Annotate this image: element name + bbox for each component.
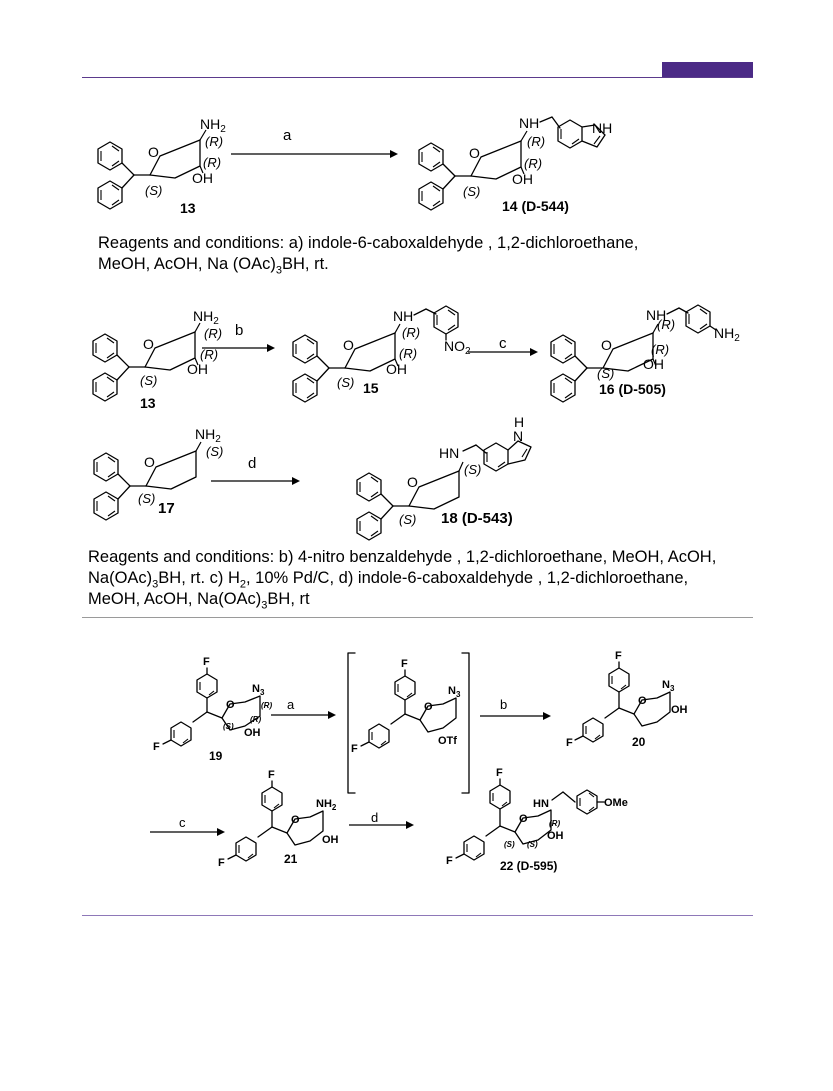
stereo-label-s: (S) <box>597 366 615 381</box>
bracket-left <box>348 653 355 793</box>
hydroxyl-group: OH <box>386 361 407 377</box>
stereo-label-s: (S) <box>140 373 158 388</box>
amine-group: $NH_2$ <box>195 426 221 445</box>
arrow-label-c: c <box>179 815 186 830</box>
arrow-label-a: a <box>287 697 295 712</box>
ring-oxygen: O <box>144 454 155 470</box>
arrow-head <box>328 711 336 719</box>
azide-group: $N_3$ <box>448 685 461 699</box>
arrow-head <box>390 150 398 158</box>
stereo-label-r1: (R) <box>205 134 224 149</box>
compound-label: 20 <box>632 735 646 749</box>
arrow-head <box>406 821 414 829</box>
compound-label: 18 (D-543) <box>441 510 513 527</box>
stereo-label-s: (S) <box>145 183 163 198</box>
indole-n: N <box>513 428 524 444</box>
nitro-group: $NO_2$ <box>444 338 471 357</box>
compound-label: 22 (D-595) <box>500 859 558 873</box>
fluorine-label: F <box>351 743 358 755</box>
bracket-right <box>462 653 469 793</box>
stereo-label-r2: (R) <box>200 347 219 362</box>
stereo-label-r2: (R) <box>203 155 222 170</box>
hydroxyl-group: OH <box>512 171 533 187</box>
compound-label: 13 <box>180 200 196 216</box>
compound-label: 17 <box>158 500 175 517</box>
indole-h: H <box>514 414 525 430</box>
compound-19 <box>153 656 272 763</box>
ring-oxygen: O <box>291 814 300 826</box>
stereo-label-s2: (S) <box>527 840 538 849</box>
stereo-label-r2: (R) <box>399 346 418 361</box>
ring-oxygen: O <box>638 695 647 707</box>
fluorine-label: F <box>401 658 408 670</box>
caption-line: $Na(OAc)_3BH$, rt. c) $H_2$, 10% Pd/C, d) indole-6-caboxaldehyde , 1,2-dichloroethane, <box>88 569 689 591</box>
stereo-label-r2: (R) <box>524 156 543 171</box>
amine-nh: NH <box>393 308 414 324</box>
stereo-label-r1: (R) <box>261 701 273 710</box>
hydroxyl-group: OH <box>547 830 564 842</box>
compound-label: 14 (D-544) <box>502 198 569 214</box>
stereo-label-r2: (R) <box>250 715 262 724</box>
compound-label: 13 <box>140 395 156 411</box>
intermediate-triflate <box>351 658 461 755</box>
fluorine-label: F <box>566 737 573 749</box>
section-divider <box>82 617 753 618</box>
compound-22 <box>446 767 628 873</box>
compound-21 <box>218 769 339 869</box>
fluorine-label: F <box>268 769 275 781</box>
ring-oxygen: O <box>424 701 433 713</box>
amine-nh: NH <box>646 307 667 323</box>
azide-group: $N_3$ <box>662 679 675 693</box>
arrow-label-d: d <box>371 810 379 825</box>
compound-17 <box>94 426 223 520</box>
caption-line: Reagents and conditions: b) 4-nitro benzaldehyde , 1,2-dichloroethane, MeOH, AcOH, <box>88 548 717 566</box>
methoxy-group: OMe <box>604 797 628 809</box>
stereo-label-s1: (S) <box>464 462 482 477</box>
amine-group: $NH_2$ <box>200 116 226 135</box>
hydroxyl-group: OH <box>192 170 213 186</box>
ring-oxygen: O <box>469 145 480 161</box>
hydroxyl-group: OH <box>671 704 688 716</box>
arrow-head <box>267 344 275 352</box>
caption-line: MeOH, AcOH, $Na(OAc)_3BH$, rt <box>88 590 310 612</box>
hydroxyl-group: OH <box>244 727 261 739</box>
stereo-label-s2: (S) <box>138 491 156 506</box>
ring-oxygen: O <box>226 699 235 711</box>
scheme-2 <box>0 290 833 540</box>
ring-oxygen: O <box>143 336 154 352</box>
hydroxyl-group: OH <box>187 361 208 377</box>
bottom-rule <box>82 915 753 916</box>
compound-label: 16 (D-505) <box>599 381 666 397</box>
ring-oxygen: O <box>601 337 612 353</box>
compound-13 <box>98 116 226 216</box>
ring-oxygen: O <box>407 474 418 490</box>
fluorine-label: F <box>496 767 503 779</box>
indole-nh: NH <box>592 120 613 136</box>
amine-hn: HN <box>533 798 549 810</box>
fluorine-label: F <box>203 656 210 668</box>
compound-label: 19 <box>209 749 223 763</box>
stereo-label-r1: (R) <box>527 134 546 149</box>
fluorine-label: F <box>218 857 225 869</box>
amine-group: $NH_2$ <box>714 325 740 344</box>
arrow-label-b: b <box>500 697 508 712</box>
arrow-head <box>292 477 300 485</box>
compound-14 <box>419 115 612 214</box>
stereo-label-r1: (R) <box>204 326 223 341</box>
stereo-label-s1: (S) <box>206 444 224 459</box>
stereo-label-s: (S) <box>463 184 481 199</box>
stereo-label-r: (R) <box>549 819 561 828</box>
stereo-label-s1: (S) <box>504 840 515 849</box>
caption-line: Reagents and conditions: a) indole-6-caboxaldehyde , 1,2-dichloroethane, <box>98 234 639 252</box>
scheme-1 <box>0 0 833 230</box>
amine-nh: NH <box>519 115 540 131</box>
arrow-label-b: b <box>235 322 244 339</box>
compound-15 <box>293 306 471 402</box>
arrow-head <box>217 828 225 836</box>
scheme-3 <box>0 640 833 900</box>
compound-20 <box>566 650 688 749</box>
arrow-head <box>543 712 551 720</box>
stereo-label-r1: (R) <box>402 325 421 340</box>
compound-label: 15 <box>363 380 379 396</box>
compound-18 <box>357 414 531 540</box>
azide-group: $N_3$ <box>252 683 265 697</box>
ring-oxygen: O <box>343 337 354 353</box>
compound-13 <box>93 308 222 411</box>
hydroxyl-group: OH <box>322 834 339 846</box>
stereo-label-r2: (R) <box>651 342 670 357</box>
ring-oxygen: O <box>148 144 159 160</box>
ring-oxygen: O <box>519 813 528 825</box>
stereo-label-s: (S) <box>337 375 355 390</box>
amine-hn: HN <box>439 445 460 461</box>
arrow-label-a: a <box>283 127 292 144</box>
fluorine-label: F <box>446 855 453 867</box>
stereo-label-r1: (R) <box>657 317 676 332</box>
arrow-label-c: c <box>499 335 507 352</box>
hydroxyl-group: OH <box>643 356 664 372</box>
caption-scheme-1 <box>98 233 638 275</box>
stereo-label-s2: (S) <box>399 512 417 527</box>
triflate-group: OTf <box>438 735 457 747</box>
fluorine-label: F <box>153 741 160 753</box>
arrow-label-d: d <box>248 455 257 472</box>
amine-group: $NH_2$ <box>193 308 219 327</box>
caption-line: MeOH, AcOH, Na $(OAc)_3BH$, rt. <box>98 255 329 277</box>
amine-group: $NH_2$ <box>316 798 337 812</box>
compound-16 <box>551 305 740 402</box>
caption-scheme-2 <box>88 547 716 610</box>
fluorine-label: F <box>615 650 622 662</box>
arrow-head <box>530 348 538 356</box>
compound-label: 21 <box>284 852 298 866</box>
stereo-label-s: (S) <box>223 722 234 731</box>
